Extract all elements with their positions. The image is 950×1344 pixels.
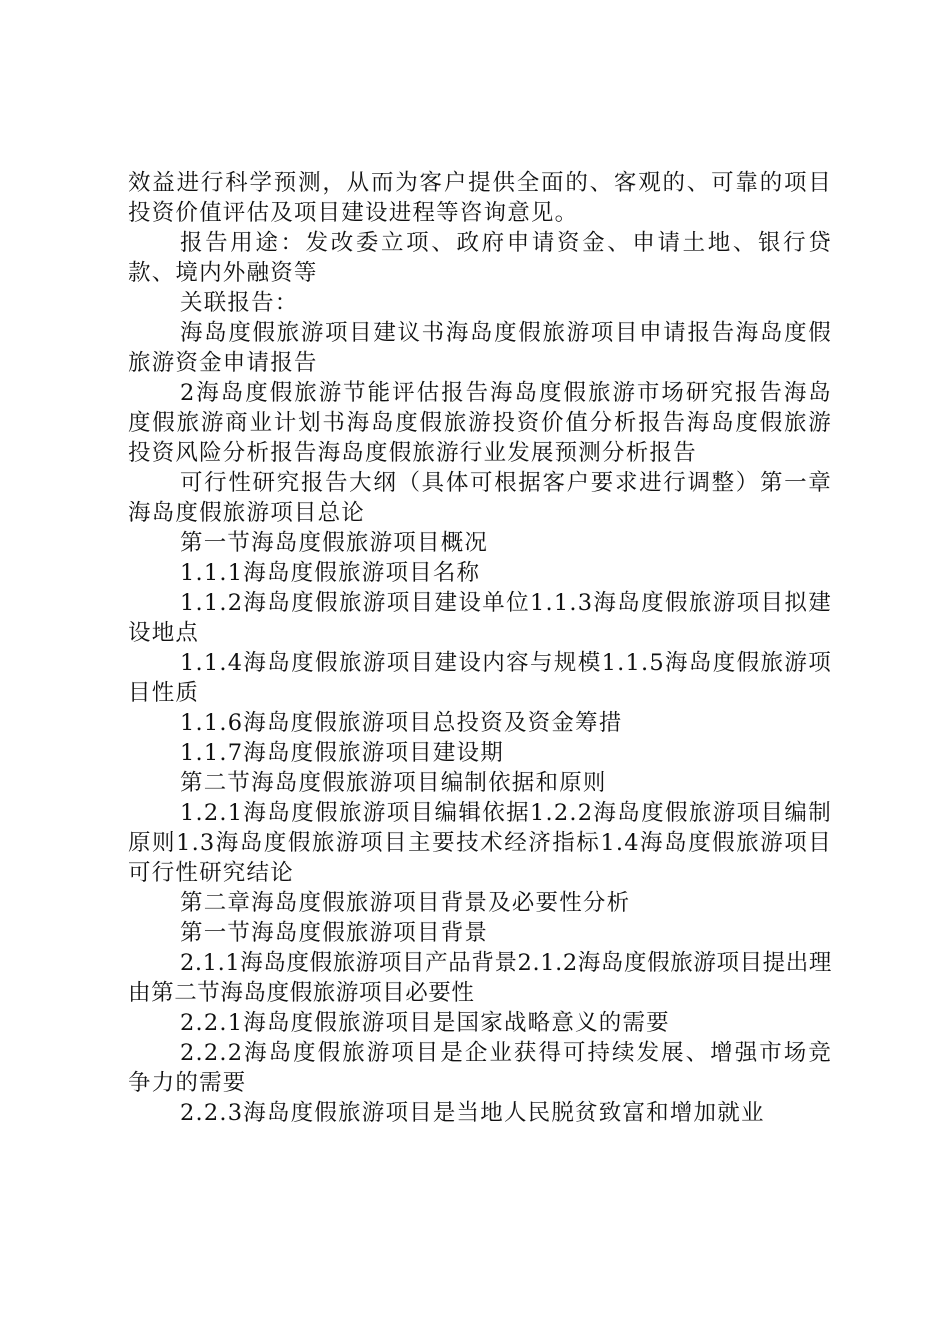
paragraph-report-usage: 报告用途：发改委立项、政府申请资金、申请土地、银行贷款、境内外融资等 bbox=[128, 230, 832, 286]
document-body bbox=[128, 168, 832, 1128]
paragraph-chapter-2: 第二章海岛度假旅游项目背景及必要性分析 bbox=[180, 890, 631, 916]
paragraph-item-1-1-4: 1.1.4海岛度假旅游项目建设内容与规模1.1.5海岛度假旅游项目性质 bbox=[128, 650, 832, 706]
paragraph-item-2-2-1: 2.2.1海岛度假旅游项目是国家战略意义的需要 bbox=[180, 1010, 670, 1036]
paragraph-related-reports-heading: 关联报告： bbox=[180, 290, 299, 316]
paragraph-item-1-2-1: 1.2.1海岛度假旅游项目编辑依据1.2.2海岛度假旅游项目编制原则1.3海岛度假旅游项目主要技术经济指标1.4海岛度假旅游项目可行性研究结论 bbox=[128, 800, 832, 886]
paragraph-item-1-1-1: 1.1.1海岛度假旅游项目名称 bbox=[180, 560, 481, 586]
paragraph-related-reports-1: 海岛度假旅游项目建议书海岛度假旅游项目申请报告海岛度假旅游资金申请报告 bbox=[128, 320, 832, 376]
paragraph-outline-chapter-1: 可行性研究报告大纲（具体可根据客户要求进行调整）第一章海岛度假旅游项目总论 bbox=[128, 470, 832, 526]
paragraph-item-1-1-2: 1.1.2海岛度假旅游项目建设单位1.1.3海岛度假旅游项目拟建设地点 bbox=[128, 590, 832, 646]
paragraph-item-1-1-7: 1.1.7海岛度假旅游项目建设期 bbox=[180, 740, 504, 766]
paragraph-item-2-2-3: 2.2.3海岛度假旅游项目是当地人民脱贫致富和增加就业 bbox=[180, 1100, 765, 1126]
paragraph-section-1-2: 第二节海岛度假旅游项目编制依据和原则 bbox=[180, 770, 607, 796]
paragraph-intro-continuation: 效益进行科学预测，从而为客户提供全面的、客观的、可靠的项目投资价值评估及项目建设进程等咨询意见。 bbox=[128, 170, 832, 226]
paragraph-section-1-1: 第一节海岛度假旅游项目概况 bbox=[180, 530, 489, 556]
paragraph-item-2-1-1: 2.1.1海岛度假旅游项目产品背景2.1.2海岛度假旅游项目提出理由第二节海岛度假旅游项目必要性 bbox=[128, 950, 832, 1006]
paragraph-related-reports-2: 2海岛度假旅游节能评估报告海岛度假旅游市场研究报告海岛度假旅游商业计划书海岛度假旅游投资价值分析报告海岛度假旅游投资风险分析报告海岛度假旅游行业发展预测分析报告 bbox=[128, 380, 832, 466]
paragraph-item-2-2-2: 2.2.2海岛度假旅游项目是企业获得可持续发展、增强市场竞争力的需要 bbox=[128, 1040, 832, 1096]
paragraph-item-1-1-6: 1.1.6海岛度假旅游项目总投资及资金筹措 bbox=[180, 710, 623, 736]
paragraph-section-2-1: 第一节海岛度假旅游项目背景 bbox=[180, 920, 489, 946]
